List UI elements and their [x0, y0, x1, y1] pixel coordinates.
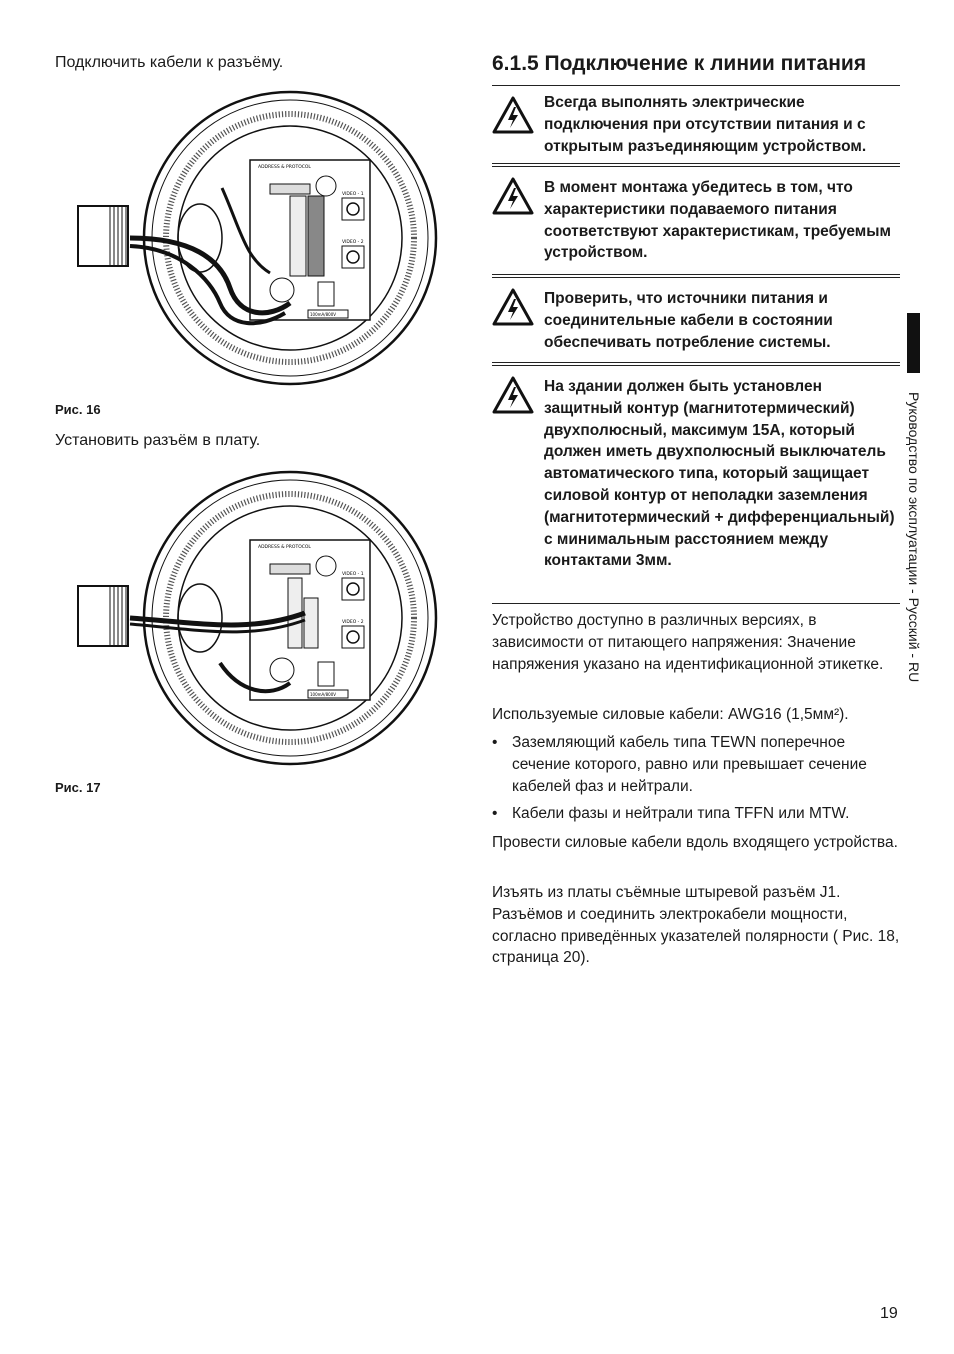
svg-text:VIDEO - 2: VIDEO - 2 [342, 620, 364, 625]
bullet-icon: • [492, 734, 498, 751]
side-tab-marker [907, 313, 920, 373]
intro-connect-cables: Подключить кабели к разъёму. [55, 54, 284, 71]
svg-text:VIDEO - 2: VIDEO - 2 [342, 240, 364, 245]
side-label: Руководство по эксплуатации - Русский - RU [906, 392, 922, 683]
figure-16-caption: Рис. 16 [55, 402, 101, 417]
paragraph-cables: Используемые силовые кабели: AWG16 (1,5мм²). [492, 706, 849, 723]
warning-block-4 [492, 365, 900, 572]
figure-17-caption: Рис. 17 [55, 780, 101, 795]
list-item [492, 803, 900, 825]
warning-block-2 [492, 166, 900, 264]
svg-text:VIDEO - 1: VIDEO - 1 [342, 572, 364, 577]
electric-hazard-icon [492, 177, 534, 215]
warning-block-3 [492, 277, 900, 353]
enclosure-diagram-17 [70, 468, 450, 768]
svg-text:ADDRESS & PROTOCOL: ADDRESS & PROTOCOL [258, 545, 311, 550]
warning-text-3: Проверить, что источники питания и соединительные кабели в состоянии обеспечивать потребление системы. [544, 290, 833, 351]
paragraph-connector: Изъять из платы съёмные штыревой разъём J1. Разъёмов и соединить электрокабели мощности, согласно приведённых указателей полярности ( Рис. 18, страница 20). [492, 884, 900, 967]
bullet-icon: • [492, 805, 498, 822]
warning-text-4: На здании должен быть установлен защитный контур (магнитотермический) двухполюсный, максимум 15А, который должен иметь двухполюсный выключатель автоматического типа, который защищает силовой контур от неполадки заземления (магнитотермический + дифференциальный) с минимальным расстоянием между контактами 3мм. [544, 378, 895, 570]
svg-text:100mA/800V: 100mA/800V [310, 312, 336, 317]
warning-text-2: В момент монтажа убедитесь в том, что характеристики подаваемого питания соответствуют характеристикам, требуемым устройством. [544, 179, 891, 262]
list-item-text: Кабели фазы и нейтрали типа TFFN или MTW. [512, 805, 850, 822]
section-heading: 6.1.5 Подключение к линии питания [492, 52, 867, 75]
paragraph-versions: Устройство доступно в различных версиях, в зависимости от питающего напряжения: Значение напряжения указано на идентификационной этикетке. [492, 612, 884, 673]
warning-block-1 [492, 85, 900, 157]
intro-install-connector: Установить разъём в плату. [55, 432, 261, 449]
svg-text:VIDEO - 1: VIDEO - 1 [342, 192, 364, 197]
electric-hazard-icon [492, 96, 534, 134]
svg-text:ADDRESS & PROTOCOL: ADDRESS & PROTOCOL [258, 165, 311, 170]
list-item [492, 732, 900, 797]
enclosure-diagram-16 [70, 88, 450, 388]
electric-hazard-icon [492, 288, 534, 326]
warning-text-1: Всегда выполнять электрические подключения при отсутствии питания и с открытым разъединяющим устройством. [544, 94, 867, 155]
paragraph-route-cables: Провести силовые кабели вдоль входящего устройства. [492, 834, 898, 851]
list-item-text: Заземляющий кабель типа TEWN поперечное сечение которого, равно или превышает сечение кабелей фаз и нейтрали. [512, 734, 867, 795]
figure-17 [70, 468, 450, 768]
page-number: 19 [880, 1305, 898, 1322]
svg-text:100mA/800V: 100mA/800V [310, 692, 336, 697]
figure-16 [70, 88, 450, 388]
electric-hazard-icon [492, 376, 534, 414]
warning-divider [492, 603, 900, 604]
